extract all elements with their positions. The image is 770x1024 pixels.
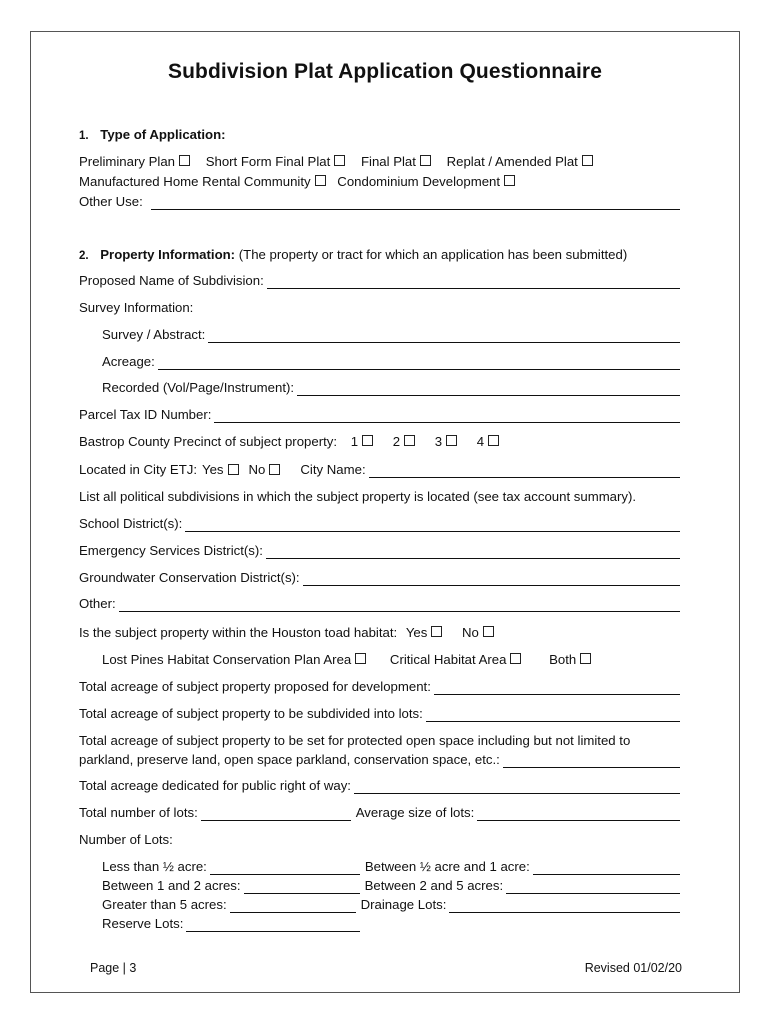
precinct-3-checkbox[interactable] (446, 435, 457, 446)
parcel-tax-label: Parcel Tax ID Number: (79, 407, 212, 422)
proposed-name-field[interactable] (267, 275, 680, 289)
other-district-row (79, 596, 680, 612)
acreage-field[interactable] (158, 356, 680, 370)
other-use-field[interactable] (151, 196, 680, 210)
toad-yes-checkbox[interactable] (431, 626, 442, 637)
toad-habitat-row (79, 625, 680, 641)
precinct-4-checkbox[interactable] (488, 435, 499, 446)
less-half-field[interactable] (210, 861, 360, 875)
between-2-5-label: Between 2 and 5 acres: (364, 878, 504, 893)
proposed-name-label: Proposed Name of Subdivision: (79, 273, 264, 288)
emergency-district-row (79, 543, 680, 559)
less-half-label: Less than ½ acre: (102, 859, 207, 874)
proposed-name-row (79, 273, 680, 289)
parcel-tax-row (79, 407, 680, 423)
toad-no-checkbox[interactable] (483, 626, 494, 637)
average-size-field[interactable] (477, 807, 680, 821)
application-type-row2 (79, 174, 680, 190)
option-replat: Replat / Amended Plat (446, 154, 578, 169)
recorded-row (102, 380, 680, 396)
precinct-4-label: 4 (476, 434, 485, 449)
toad-no-label: No (462, 625, 479, 640)
replat-checkbox[interactable] (582, 155, 593, 166)
etj-no-checkbox[interactable] (269, 464, 280, 475)
precinct-2-checkbox[interactable] (404, 435, 415, 446)
revised-date: Revised 01/02/20 (584, 961, 682, 975)
final-plat-checkbox[interactable] (420, 155, 431, 166)
condominium-checkbox[interactable] (504, 175, 515, 186)
application-type-row1 (79, 154, 680, 170)
acreage-label: Acreage: (102, 354, 155, 369)
etj-yes-label: Yes (202, 462, 224, 477)
total-development-label: Total acreage of subject property proposed for development: (79, 679, 431, 694)
critical-habitat-checkbox[interactable] (510, 653, 521, 664)
total-number-lots-label: Total number of lots: (79, 805, 198, 820)
reserve-lots-label: Reserve Lots: (102, 916, 184, 931)
option-manufactured-home: Manufactured Home Rental Community (79, 174, 311, 189)
etj-row (79, 462, 680, 478)
lots-size-row3 (102, 897, 680, 913)
drainage-lots-field[interactable] (449, 899, 680, 913)
lots-count-row (79, 805, 680, 821)
lost-pines-label: Lost Pines Habitat Conservation Plan Area (102, 652, 352, 667)
right-of-way-row (79, 778, 680, 794)
open-space-line1: Total acreage of subject property to be set for protected open space including but not limited to (79, 733, 631, 748)
emergency-district-label: Emergency Services District(s): (79, 543, 263, 558)
precinct-1-label: 1 (350, 434, 359, 449)
reserve-lots-field[interactable] (186, 918, 360, 932)
between-1-2-field[interactable] (244, 880, 360, 894)
total-lots-acreage-field[interactable] (426, 708, 680, 722)
section2-heading (79, 247, 680, 264)
city-name-field[interactable] (369, 464, 680, 478)
other-district-field[interactable] (119, 598, 680, 612)
between-half-1-label: Between ½ acre and 1 acre: (364, 859, 530, 874)
survey-abstract-label: Survey / Abstract: (102, 327, 206, 342)
open-space-row (79, 752, 680, 768)
lots-size-row1 (102, 859, 680, 875)
total-development-field[interactable] (434, 681, 680, 695)
precinct-2-label: 2 (392, 434, 401, 449)
critical-habitat-label: Critical Habitat Area (389, 652, 507, 667)
precinct-row (79, 434, 680, 450)
preliminary-plan-checkbox[interactable] (179, 155, 190, 166)
between-half-1-field[interactable] (533, 861, 680, 875)
school-district-label: School District(s): (79, 516, 183, 531)
open-space-field[interactable] (503, 754, 680, 768)
total-development-row (79, 679, 680, 695)
other-use-label: Other Use: (79, 194, 143, 209)
other-use-row (79, 194, 680, 210)
school-district-row (79, 516, 680, 532)
recorded-label: Recorded (Vol/Page/Instrument): (102, 380, 295, 395)
between-2-5-field[interactable] (506, 880, 680, 894)
acreage-row (102, 354, 680, 370)
both-label: Both (549, 652, 577, 667)
section1-number: 1. (79, 130, 89, 142)
greater-5-field[interactable] (230, 899, 356, 913)
emergency-district-field[interactable] (266, 545, 680, 559)
survey-abstract-field[interactable] (208, 329, 680, 343)
page-number: Page | 3 (90, 961, 137, 975)
school-district-field[interactable] (185, 518, 680, 532)
option-preliminary-plan: Preliminary Plan (79, 154, 176, 169)
survey-abstract-row (102, 327, 680, 343)
toad-yes-label: Yes (405, 625, 428, 640)
city-name-label: City Name: (300, 462, 366, 477)
drainage-lots-label: Drainage Lots: (360, 897, 447, 912)
both-checkbox[interactable] (580, 653, 591, 664)
right-of-way-label: Total acreage dedicated for public right of way: (79, 778, 351, 793)
etj-yes-checkbox[interactable] (228, 464, 239, 475)
precinct-label: Bastrop County Precinct of subject property: (79, 434, 338, 449)
page-title: Subdivision Plat Application Questionnaire (168, 60, 602, 83)
section2-number: 2. (79, 250, 89, 262)
survey-info-label: Survey Information: (79, 300, 194, 315)
open-space-label: parkland, preserve land, open space parkland, conservation space, etc.: (79, 752, 500, 767)
option-final-plat: Final Plat (360, 154, 416, 169)
parcel-tax-field[interactable] (214, 409, 680, 423)
section2-note: (The property or tract for which an application has been submitted) (238, 247, 628, 262)
greater-5-label: Greater than 5 acres: (102, 897, 227, 912)
other-district-label: Other: (79, 596, 116, 611)
total-lots-acreage-row (79, 706, 680, 722)
reserve-lots-row (102, 916, 680, 932)
toad-habitat-label: Is the subject property within the Houston toad habitat: (79, 625, 398, 640)
section1-title: Type of Application: (100, 127, 226, 142)
recorded-field[interactable] (297, 382, 680, 396)
section1-heading (79, 127, 680, 144)
right-of-way-field[interactable] (354, 780, 680, 794)
etj-label: Located in City ETJ: (79, 462, 198, 477)
lost-pines-checkbox[interactable] (355, 653, 366, 664)
groundwater-district-row (79, 570, 680, 586)
etj-no-label: No (248, 462, 266, 477)
total-lots-acreage-label: Total acreage of subject property to be subdivided into lots: (79, 706, 423, 721)
between-1-2-label: Between 1 and 2 acres: (102, 878, 241, 893)
short-form-final-plat-checkbox[interactable] (334, 155, 345, 166)
lots-size-row2 (102, 878, 680, 894)
precinct-3-label: 3 (434, 434, 443, 449)
section2-title: Property Information: (100, 247, 236, 262)
option-condominium: Condominium Development (337, 174, 501, 189)
groundwater-district-label: Groundwater Conservation District(s): (79, 570, 300, 585)
average-size-label: Average size of lots: (355, 805, 475, 820)
political-subdivisions-note: List all political subdivisions in which the subject property is located (see tax account summary). (79, 489, 637, 504)
precinct-1-checkbox[interactable] (362, 435, 373, 446)
groundwater-district-field[interactable] (303, 572, 680, 586)
option-short-form-final-plat: Short Form Final Plat (205, 154, 331, 169)
manufactured-home-checkbox[interactable] (315, 175, 326, 186)
number-of-lots-label: Number of Lots: (79, 832, 173, 847)
total-number-lots-field[interactable] (201, 807, 351, 821)
habitat-area-row (102, 652, 680, 668)
